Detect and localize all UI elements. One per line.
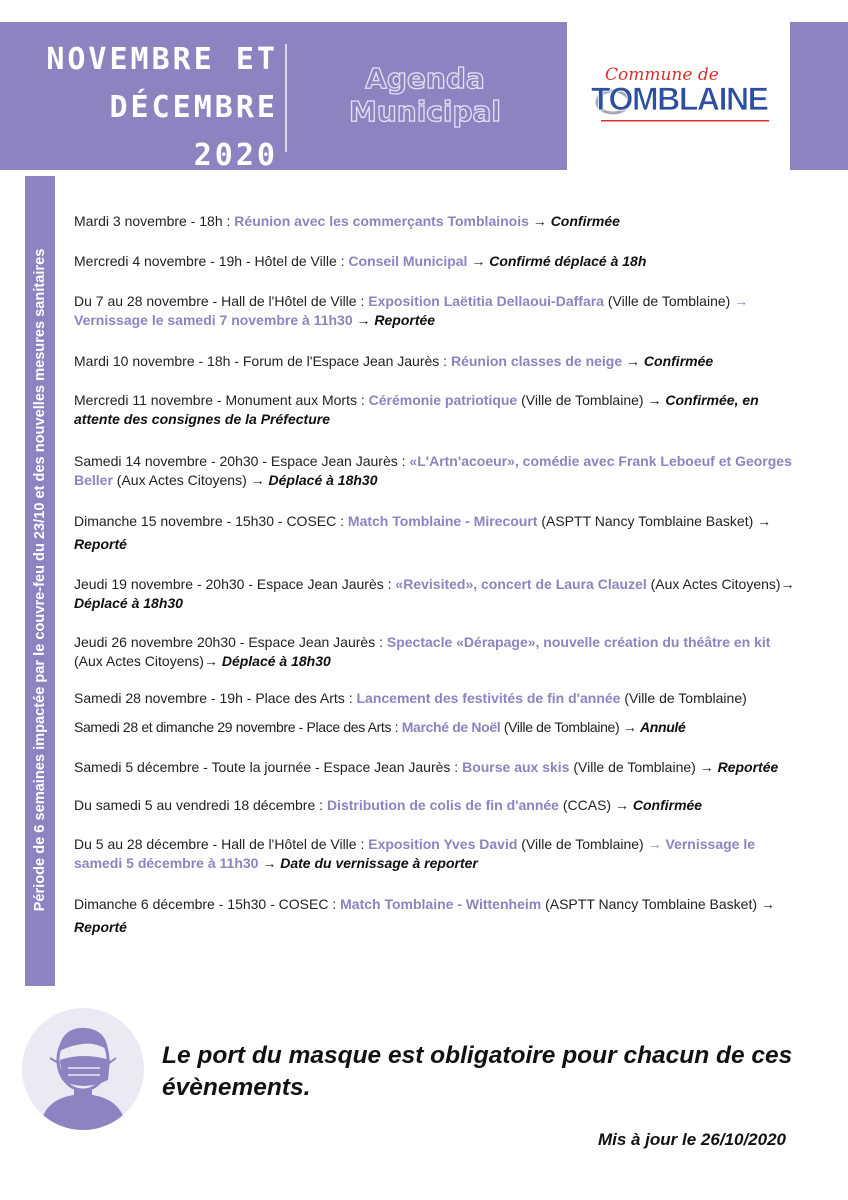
event-title: Conseil Municipal — [348, 253, 468, 269]
event-status: Reporté — [74, 919, 127, 935]
event-text: (Ville de Tomblaine) — [620, 690, 747, 706]
event-text: (Ville de Tomblaine) → — [500, 719, 641, 735]
event-item — [74, 633, 798, 671]
event-text: (Aux Actes Citoyens) → — [112, 472, 269, 488]
header-divider — [285, 44, 287, 152]
event-text: Samedi 14 novembre - 20h30 - Espace Jean Jaurès : — [74, 453, 410, 469]
event-item — [74, 575, 798, 613]
event-status: Reportée — [717, 759, 779, 775]
event-status: Reportée — [374, 312, 436, 328]
event-text: Du 5 au 28 décembre - Hall de l'Hôtel de Ville : — [74, 836, 369, 852]
page-title: NOVEMBRE ET DÉCEMBRE 2020 — [46, 42, 278, 173]
event-text: Dimanche 15 novembre - 15h30 - COSEC : — [74, 513, 348, 529]
event-text: Mardi 10 novembre - 18h - Forum de l'Espace Jean Jaurès : — [74, 353, 451, 369]
event-item — [74, 759, 798, 775]
event-text: Samedi 28 novembre - 19h - Place des Arts : — [74, 690, 357, 706]
event-status: Annulé — [640, 719, 686, 735]
event-title: Cérémonie patriotique — [368, 392, 518, 408]
event-text: Samedi 28 et dimanche 29 novembre - Place des Arts : — [74, 719, 402, 735]
mask-notice: Le port du masque est obligatoire pour chacun de ces évènements. — [162, 1042, 793, 1101]
event-item — [74, 718, 798, 737]
event-text: Dimanche 6 décembre - 15h30 - COSEC : — [74, 896, 341, 912]
event-text: → — [467, 253, 490, 269]
masked-person-icon — [22, 1008, 144, 1130]
event-title: Match Tomblaine - Wittenheim — [340, 896, 542, 912]
event-status: Date du vernissage à reporter — [280, 855, 478, 871]
event-text: (Ville de Tomblaine) → — [569, 759, 718, 775]
event-item — [74, 252, 798, 271]
event-item — [74, 690, 798, 706]
event-item — [74, 835, 798, 873]
event-title: Match Tomblaine - Mirecourt — [347, 513, 538, 529]
event-title: «L'Artn'acoeur», comédie avec Frank Leboeuf et Georges Beller — [74, 453, 792, 488]
event-text: (CCAS) → — [558, 797, 633, 813]
event-text: Mardi 3 novembre - 18h : — [74, 213, 235, 229]
header-right-band — [790, 22, 848, 170]
event-item — [74, 893, 798, 939]
event-title: Exposition Laëtitia Dellaoui-Daffara — [368, 293, 604, 309]
event-text: (Aux Actes Citoyens)→ — [74, 653, 222, 669]
event-title: «Revisited», concert de Laura Clauzel — [395, 576, 647, 592]
event-title: → Vernissage le samedi 7 novembre à 11h30 — [74, 293, 749, 328]
event-title: → Vernissage le samedi 5 décembre à 11h30 — [74, 836, 756, 871]
event-status: Reporté — [74, 536, 127, 552]
event-status: Déplacé à 18h30 — [268, 472, 378, 488]
event-status: Confirmée — [632, 797, 703, 813]
sidebar-vertical-text: Période de 6 semaines impactée par le couvre-feu du 23/10 et des nouvelles mesures sanitaires — [32, 248, 48, 912]
tomblaine-logo — [583, 58, 773, 128]
logo-main-text: TOMBLAINE — [591, 81, 769, 117]
agenda-label: Agenda Municipal — [348, 62, 502, 128]
event-text: → — [352, 312, 375, 328]
event-item — [74, 452, 798, 490]
event-text: Mercredi 11 novembre - Monument aux Morts : — [74, 392, 369, 408]
event-status: Déplacé à 18h30 — [74, 595, 183, 611]
event-status: Confirmée — [550, 213, 620, 229]
event-title: Marché de Noël — [401, 719, 501, 735]
event-text: Jeudi 19 novembre - 20h30 - Espace Jean Jaurès : — [74, 576, 396, 592]
event-text: (ASPTT Nancy Tomblaine Basket) → — [537, 513, 772, 529]
event-text: Du samedi 5 au vendredi 18 décembre : — [74, 797, 327, 813]
event-text: → — [258, 855, 281, 871]
event-text: (Aux Actes Citoyens)→ — [646, 576, 795, 592]
event-title: Réunion classes de neige — [450, 353, 623, 369]
logo-underline — [601, 120, 769, 122]
event-status: Confirmée — [643, 353, 714, 369]
event-title: Lancement des festivités de fin d'année — [356, 690, 621, 706]
event-status: Confirmé déplacé à 18h — [489, 253, 647, 269]
event-text: → — [528, 213, 551, 229]
event-text: (ASPTT Nancy Tomblaine Basket) → — [541, 896, 775, 912]
logo-script-text: Commune de — [605, 65, 719, 85]
event-item — [74, 391, 798, 429]
event-title: Réunion avec les commerçants Tomblainois — [234, 213, 529, 229]
event-text: Jeudi 26 novembre 20h30 - Espace Jean Jaurès : — [74, 634, 387, 650]
event-item — [74, 796, 798, 815]
event-list — [74, 212, 798, 939]
event-text: (Ville de Tomblaine) — [517, 836, 648, 852]
event-title: Exposition Yves David — [368, 836, 518, 852]
event-title: Bourse aux skis — [462, 759, 570, 775]
event-status: → Confirmée, en attente des consignes de la Préfecture — [74, 392, 759, 427]
event-item — [74, 352, 798, 371]
event-status: Déplacé à 18h30 — [221, 653, 331, 669]
update-note: Mis à jour le 26/10/2020 — [597, 1130, 786, 1149]
event-text: Samedi 5 décembre - Toute la journée - Espace Jean Jaurès : — [74, 759, 463, 775]
event-text: Du 7 au 28 novembre - Hall de l'Hôtel de Ville : — [74, 293, 369, 309]
event-text: (Ville de Tomblaine) — [517, 392, 648, 408]
event-text: (Ville de Tomblaine) — [603, 293, 735, 309]
event-text: Mercredi 4 novembre - 19h - Hôtel de Ville : — [74, 253, 349, 269]
event-item — [74, 510, 798, 556]
event-text: → — [622, 353, 644, 369]
event-item — [74, 292, 798, 330]
event-item — [74, 212, 798, 231]
event-title: Spectacle «Dérapage», nouvelle création du théâtre en kit — [386, 634, 771, 650]
event-title: Distribution de colis de fin d'année — [326, 797, 559, 813]
